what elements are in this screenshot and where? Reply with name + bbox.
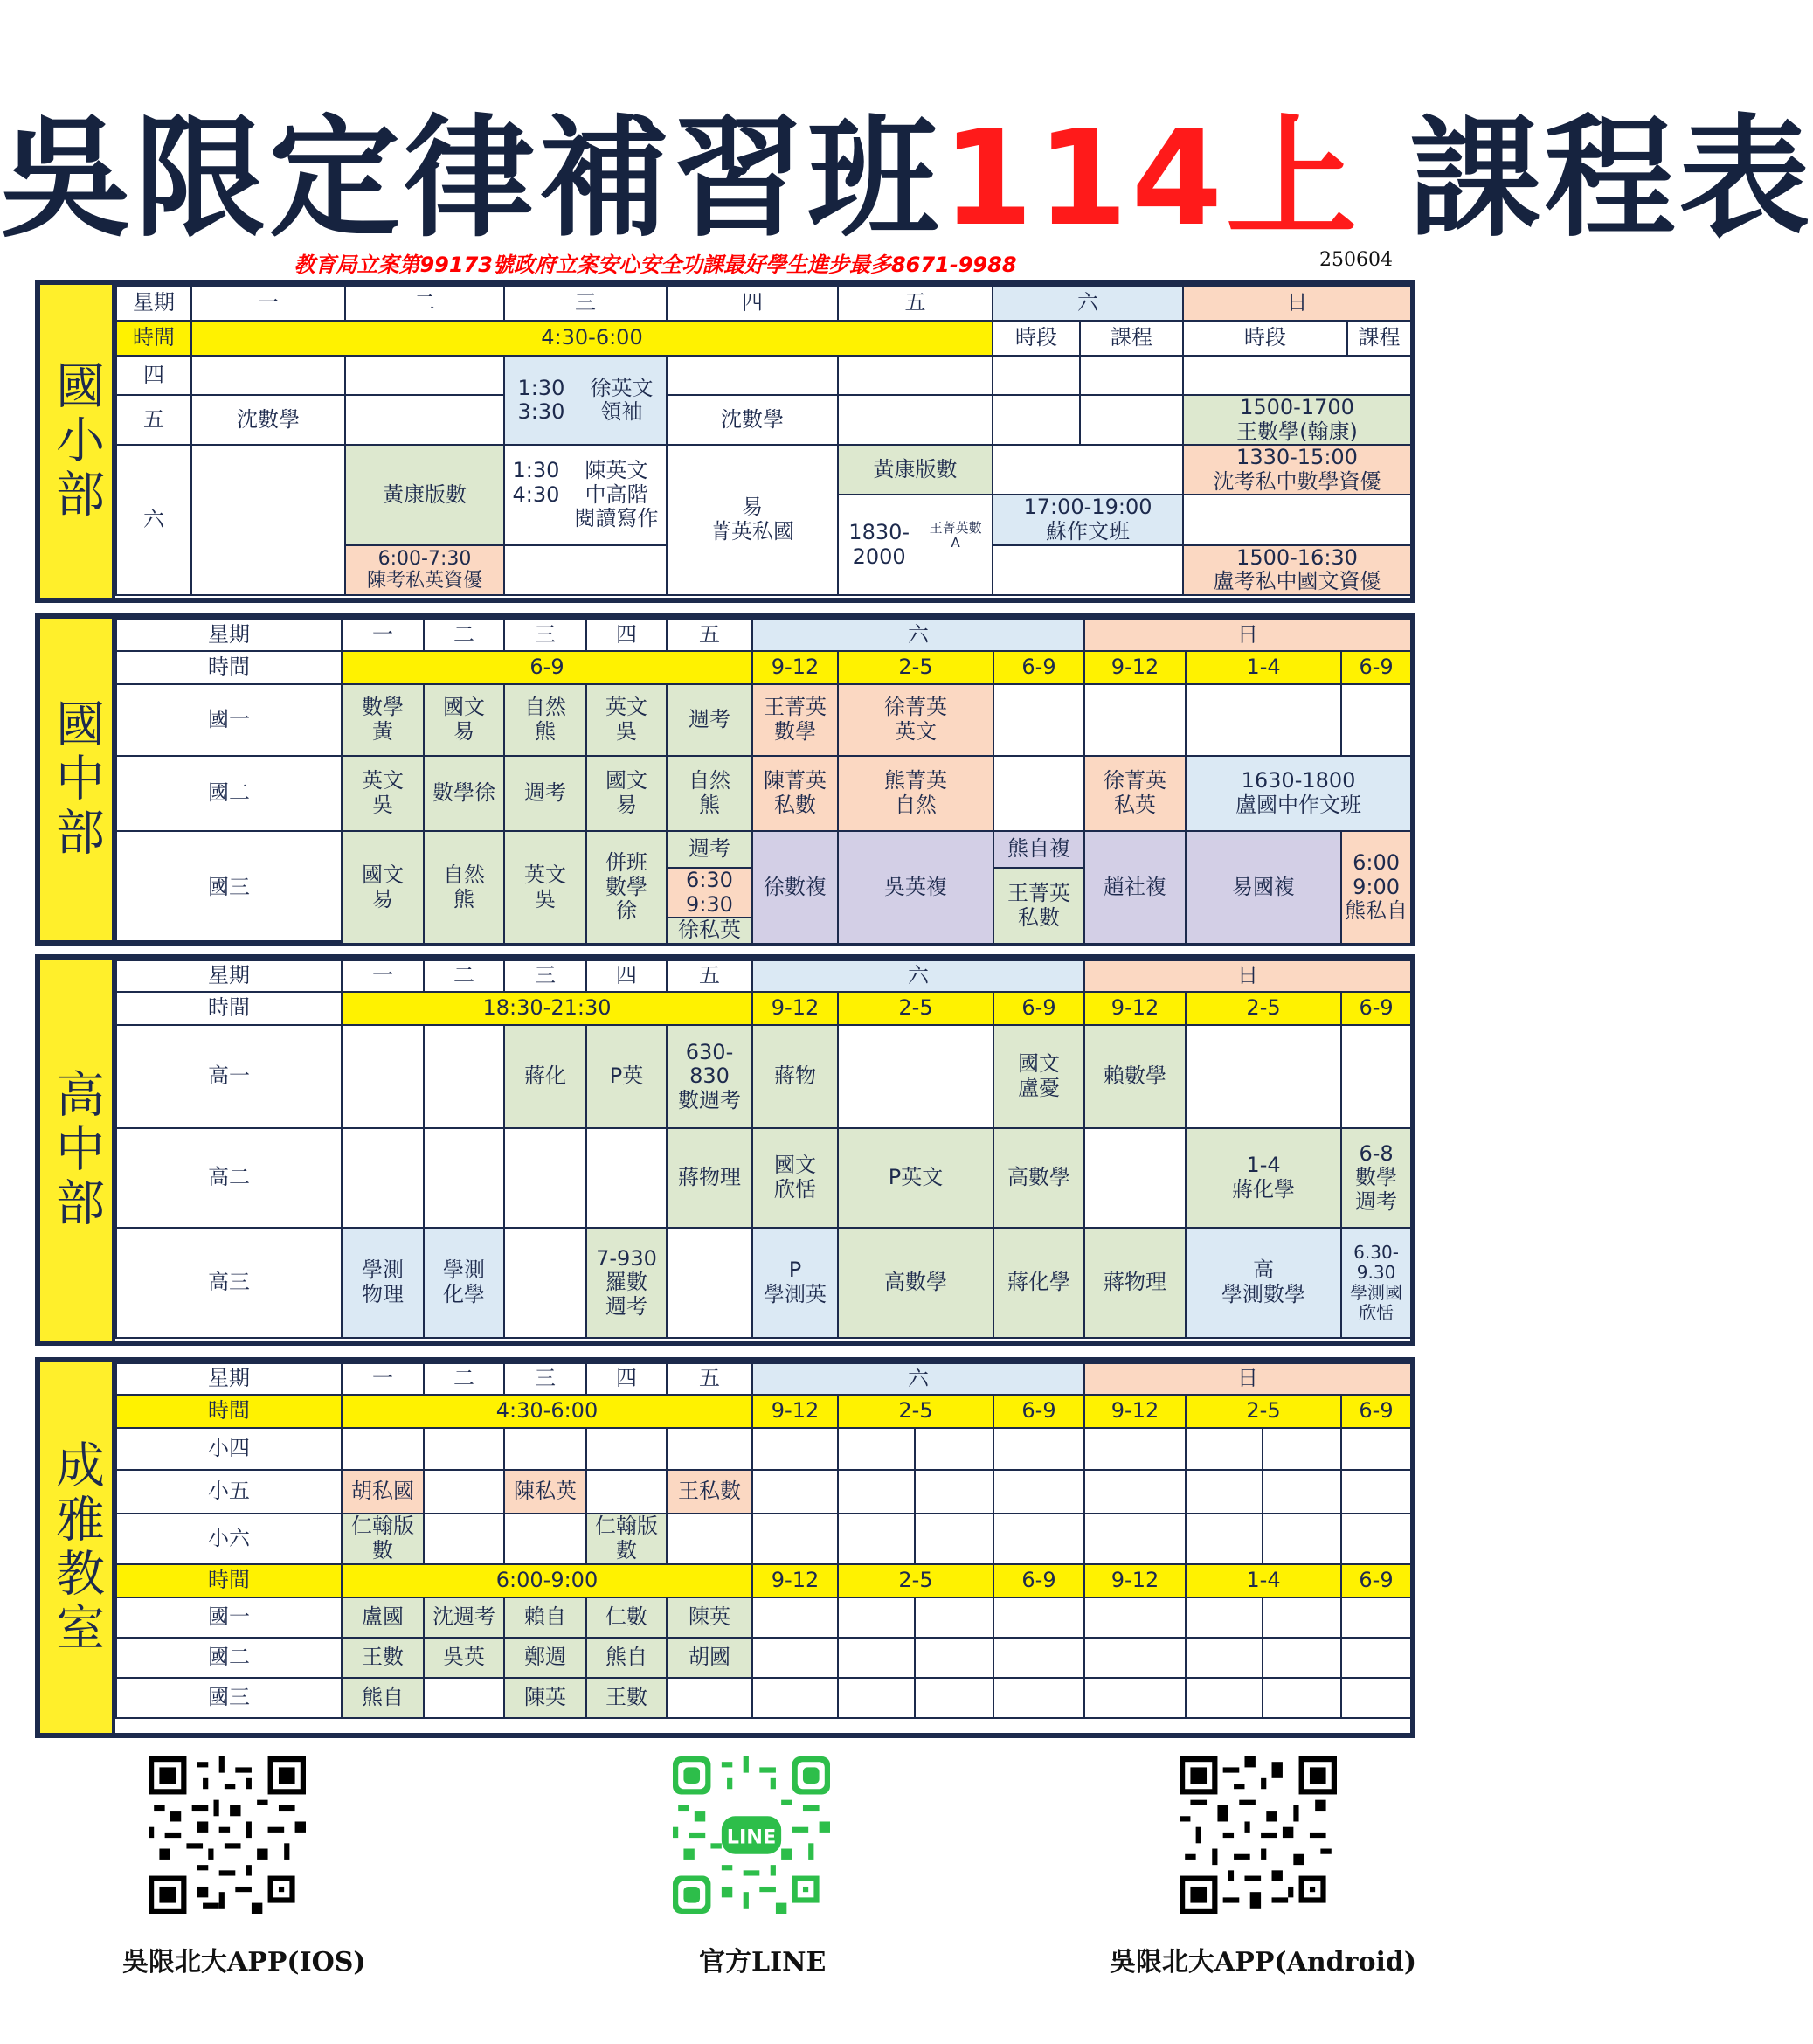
junior-high-side-label: 國中部 [40,619,115,940]
class-cell: 黃康版數 [838,445,993,495]
class-time: 6:30 9:30 [667,868,752,918]
day-mon: 一 [342,1363,424,1395]
grade-7: 國一 [116,684,342,756]
class-cell: P 學測英 [752,1228,838,1338]
day-sun: 日 [1084,620,1411,651]
grade-p6: 小六 [116,1514,342,1564]
class-cell: 國文 欣恬 [752,1128,838,1228]
class-cell: 熊自複 [993,831,1084,868]
class-cell: 國文 盧憂 [993,1025,1084,1128]
time-sat-pm-b: 2-5 [838,1564,993,1597]
page-title [0,103,1813,255]
title-school: 吳限定律補習班 [0,103,943,255]
time-sun-am: 9-12 [1084,1395,1186,1428]
class-cell: 黃康版數 [345,445,504,544]
time-sun-eve-b: 6-9 [1341,1564,1411,1597]
grade-8: 國二 [116,756,342,831]
class-cell: 陳英 [667,1597,752,1638]
time-sun-pm-b: 1-4 [1186,1564,1341,1597]
doc-number: 250604 [1319,249,1393,271]
day-fri: 五 [667,960,752,992]
day-sat: 六 [752,960,1084,992]
class-cell: 自然 熊 [667,756,752,831]
week-label: 星期 [116,960,342,992]
class-cell: 1500-16:30 盧考私中國文資優 [1183,545,1411,595]
day-sat: 六 [752,1363,1084,1395]
day-tue: 二 [424,620,504,651]
class-cell: 蔣物理 [1084,1228,1186,1338]
class-time: 1:30 3:30 [517,375,565,425]
time-sun-eve: 6-9 [1341,651,1411,684]
day-tue: 二 [424,960,504,992]
day-mon: 一 [342,960,424,992]
class-cell: 熊菁英 自然 [838,756,993,831]
time-sun-pm: 1-4 [1186,651,1341,684]
day-wed: 三 [504,620,586,651]
time-sat-eve-b: 6-9 [993,1564,1084,1597]
class-time: 1:30 4:30 [512,457,560,507]
class-cell: 胡國 [667,1638,752,1678]
day-wed: 三 [504,1363,586,1395]
class-cell: 沈週考 [424,1597,504,1638]
class-cell: 週考 [667,831,752,868]
day-mon: 一 [342,620,424,651]
class-cell: 徐菁英 英文 [838,684,993,756]
day-wed: 三 [504,286,667,321]
time-weekday: 4:30-6:00 [342,1395,752,1428]
time-label: 時間 [116,1395,342,1428]
day-thu: 四 [586,1363,667,1395]
class-cell: 王數 [342,1638,424,1678]
class-cell: 自然 熊 [504,684,586,756]
time-sun-am: 9-12 [1084,651,1186,684]
time-sun-pm: 2-5 [1186,992,1341,1025]
class-cell: 賴自 [504,1597,586,1638]
day-wed: 三 [504,960,586,992]
elementary-table [115,285,1412,596]
class-cell: 易 菁英私國 [667,445,838,595]
time-range: 4:30-6:00 [191,321,993,356]
class-cell: 高數學 [993,1128,1084,1228]
class-cell: 週考 [667,684,752,756]
qr-code-ios[interactable] [149,1756,306,1914]
class-cell: 陳菁英 私數 [752,756,838,831]
class-cell: 蔣物 [752,1025,838,1128]
class-cell: 週考 [504,756,586,831]
day-tue: 二 [345,286,504,321]
class-cell: 王菁英 私數 [993,868,1084,944]
class-cell: 趙社複 [1084,831,1186,944]
class-cell: 1330-15:00 沈考私中數學資優 [1183,445,1411,495]
time-sat-pm: 2-5 [838,651,993,684]
time-label: 時間 [116,321,191,356]
day-sat: 六 [752,620,1084,651]
class-cell: 盧國 [342,1597,424,1638]
time-sat-am: 9-12 [752,992,838,1025]
day-fri: 五 [667,1363,752,1395]
class-cell: 蔣化 [504,1025,586,1128]
title-term: 114上 [942,103,1361,255]
grade-10: 高一 [116,1025,342,1128]
grade-5: 五 [116,395,191,445]
class-cell: 數學 黃 [342,684,424,756]
class-cell: 熊自 [586,1638,667,1678]
time-weekday: 6-9 [342,651,752,684]
day-mon: 一 [191,286,345,321]
class-cell: 1-4 蔣化學 [1186,1128,1341,1228]
class-cell: 6-8 數學 週考 [1341,1128,1411,1228]
time-sat-am: 9-12 [752,651,838,684]
class-cell: 易國複 [1186,831,1341,944]
qr-code-line[interactable] [673,1756,830,1914]
time-label-b: 時間 [116,1564,342,1597]
class-cell: 蔣化學 [993,1228,1084,1338]
class-cell: 1630-1800 盧國中作文班 [1186,756,1411,831]
class-cell: 徐數複 [752,831,838,944]
day-sun: 日 [1084,960,1411,992]
class-cell: 6:00 9:00 熊私自 [1341,831,1411,944]
class-cell: 吳英 [424,1638,504,1678]
class-cell: 徐英文 領袖 [590,375,654,425]
time-sat-pm: 2-5 [838,1395,993,1428]
chengya-table [115,1362,1412,1719]
sun-slot-header: 時段 [1183,321,1347,356]
sat-slot-header: 時段 [993,321,1080,356]
week-label: 星期 [116,620,342,651]
qr-code-android[interactable] [1180,1756,1337,1914]
class-cell: 仁翰版 數 [342,1514,424,1564]
class-cell: 仁翰版 數 [586,1514,667,1564]
time-sun-eve: 6-9 [1341,992,1411,1025]
class-cell: 併班 數學 徐 [586,831,667,944]
class-cell: 英文 吳 [342,756,424,831]
day-sat: 六 [993,286,1183,321]
class-cell: 1500-1700 王數學(翰康) [1183,395,1411,445]
class-cell: 胡私國 [342,1470,424,1514]
day-thu: 四 [586,620,667,651]
time-sat-pm: 2-5 [838,992,993,1025]
junior-high-block [35,613,1415,946]
time-weekday: 18:30-21:30 [342,992,752,1025]
class-cell: 王數 [586,1678,667,1718]
class-cell: 王菁英數 A [929,519,982,551]
senior-high-block [35,954,1415,1346]
class-cell: 陳私英 [504,1470,586,1514]
chengya-side-label: 成雅教室 [40,1362,115,1733]
class-cell: 國文 易 [586,756,667,831]
day-sun: 日 [1183,286,1411,321]
day-fri: 五 [667,620,752,651]
time-sat-am-b: 9-12 [752,1564,838,1597]
class-cell: 數學徐 [424,756,504,831]
class-cell: 徐菁英 私英 [1084,756,1186,831]
time-label: 時間 [116,651,342,684]
class-cell: 6:00-7:30 陳考私英資優 [345,545,504,595]
grade-p5: 小五 [116,1470,342,1514]
qr-label-android: 吳限北大APP(Android) [1110,1947,1417,1978]
senior-high-table [115,960,1412,1339]
class-cell: 學測 化學 [424,1228,504,1338]
class-cell: 國文 易 [424,684,504,756]
class-cell: 徐私英 [667,918,752,944]
grade-9: 國三 [116,1678,342,1718]
grade-6: 六 [116,445,191,595]
subtitle: 教育局立案第99173號政府立案安心安全功課最好學生進步最多8671-9988 [294,253,1017,277]
qr-label-line: 官方LINE [699,1947,827,1978]
time-label: 時間 [116,992,342,1025]
class-cell: 鄭週 [504,1638,586,1678]
line-logo: LINE [726,1826,777,1849]
class-cell: P英文 [838,1128,993,1228]
class-cell: 高數學 [838,1228,993,1338]
class-cell: 630- 830 數週考 [667,1025,752,1128]
grade-11: 高二 [116,1128,342,1228]
junior-high-table [115,619,1412,945]
time-sun-am-b: 9-12 [1084,1564,1186,1597]
grade-12: 高三 [116,1228,342,1338]
class-cell: 學測 物理 [342,1228,424,1338]
class-cell: 自然 熊 [424,831,504,944]
class-cell: 6.30-9.30 學測國 欣恬 [1341,1228,1411,1338]
sun-course-header: 課程 [1347,321,1411,356]
week-label: 星期 [116,1363,342,1395]
class-cell: 17:00-19:00 蘇作文班 [993,495,1183,544]
class-cell: 蔣物理 [667,1128,752,1228]
class-cell: 英文 吳 [586,684,667,756]
day-sun: 日 [1084,1363,1411,1395]
class-time: 1830- 2000 [848,519,910,569]
elementary-side-label: 國小部 [40,285,115,598]
class-cell: 王菁英 數學 [752,684,838,756]
time-sun-am: 9-12 [1084,992,1186,1025]
class-cell: 陳英 [504,1678,586,1718]
class-cell: 賴數學 [1084,1025,1186,1128]
chengya-block [35,1357,1415,1738]
class-cell: 高 學測數學 [1186,1228,1341,1338]
class-cell: 吳英複 [838,831,993,944]
class-cell: 沈數學 [191,395,345,445]
day-fri: 五 [838,286,993,321]
grade-7: 國一 [116,1597,342,1638]
sat-course-header: 課程 [1080,321,1183,356]
class-cell: P英 [586,1025,667,1128]
qr-label-ios: 吳限北大APP(IOS) [122,1947,366,1978]
grade-4: 四 [116,356,191,395]
time-sun-pm: 2-5 [1186,1395,1341,1428]
class-cell: 國文 易 [342,831,424,944]
class-cell: 王私數 [667,1470,752,1514]
time-weekday-b: 6:00-9:00 [342,1564,752,1597]
class-cell: 7-930 羅數 週考 [586,1228,667,1338]
class-cell: 陳英文 中高階 閱讀寫作 [574,457,659,531]
time-sat-eve: 6-9 [993,992,1084,1025]
time-sun-eve: 6-9 [1341,1395,1411,1428]
class-cell: 英文 吳 [504,831,586,944]
class-cell: 仁數 [586,1597,667,1638]
class-cell: 熊自 [342,1678,424,1718]
grade-9: 國三 [116,831,342,944]
grade-p4: 小四 [116,1428,342,1470]
day-tue: 二 [424,1363,504,1395]
time-sat-am: 9-12 [752,1395,838,1428]
day-thu: 四 [667,286,838,321]
day-thu: 四 [586,960,667,992]
grade-8: 國二 [116,1638,342,1678]
time-sat-eve: 6-9 [993,1395,1084,1428]
time-sat-eve: 6-9 [993,651,1084,684]
senior-high-side-label: 高中部 [40,960,115,1341]
elementary-block [35,280,1415,603]
class-cell: 沈數學 [667,395,838,445]
title-schedule: 課程表 [1409,103,1813,255]
week-label: 星期 [116,286,191,321]
